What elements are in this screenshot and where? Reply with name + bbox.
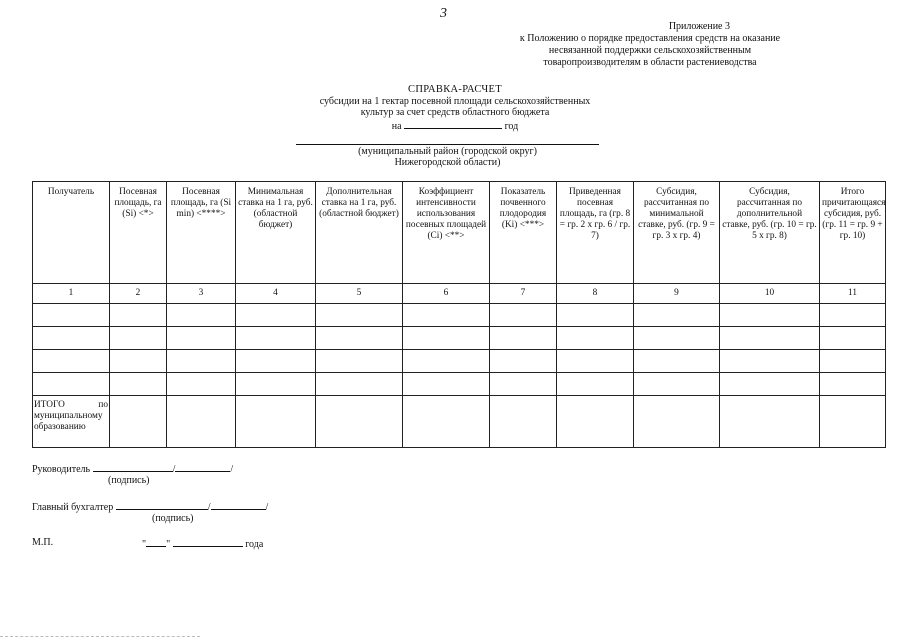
region-line-1: (муниципальный район (городской округ) — [358, 146, 537, 157]
table-cell[interactable] — [403, 327, 490, 350]
column-number: 9 — [634, 284, 720, 304]
page-edge-mark — [0, 636, 200, 637]
column-number: 5 — [316, 284, 403, 304]
head-signature-line — [32, 462, 233, 476]
table-cell[interactable] — [820, 304, 886, 327]
table-cell[interactable] — [634, 304, 720, 327]
head-name-blank[interactable] — [175, 462, 230, 472]
table-cell[interactable] — [557, 373, 634, 396]
table-cell[interactable] — [236, 327, 316, 350]
title-year-line — [260, 119, 650, 133]
table-cell[interactable] — [490, 327, 557, 350]
title-line-2: культур за счет средств областного бюджета — [360, 107, 550, 118]
title-heading: СПРАВКА-РАСЧЕТ — [408, 84, 502, 95]
table-cell[interactable] — [110, 350, 167, 373]
table-cell[interactable] — [33, 350, 110, 373]
table-cell[interactable] — [720, 350, 820, 373]
date-line — [142, 537, 263, 551]
column-header: Дополнительная ставка на 1 га, руб. (областной бюджет) — [316, 182, 403, 284]
table-cell[interactable] — [634, 396, 720, 448]
stamp-label: М.П. — [32, 537, 54, 548]
table-row — [33, 350, 886, 373]
table-row — [33, 373, 886, 396]
table-cell[interactable] — [236, 304, 316, 327]
column-header: Приведенная посевная площадь, га (гр. 8 = гр. 2 x гр. 6 / гр. 7) — [557, 182, 634, 284]
table-cell[interactable] — [557, 327, 634, 350]
subsidy-calculation-table — [32, 181, 886, 448]
chief-accountant-signature-blank[interactable] — [116, 500, 208, 510]
slash: / — [207, 502, 211, 513]
table-cell[interactable] — [110, 327, 167, 350]
date-month-blank[interactable] — [173, 537, 243, 547]
table-cell[interactable] — [167, 396, 236, 448]
appendix-line-1: Приложение 3 — [668, 21, 730, 32]
table-header-row — [33, 182, 886, 284]
region-line-2: Нижегородской области) — [394, 157, 501, 168]
column-number: 3 — [167, 284, 236, 304]
table-row — [33, 327, 886, 350]
appendix-header — [500, 21, 800, 69]
table-cell[interactable] — [403, 373, 490, 396]
table-cell[interactable] — [236, 373, 316, 396]
slash: / — [230, 464, 234, 475]
table-cell[interactable] — [490, 350, 557, 373]
table-cell[interactable] — [403, 304, 490, 327]
total-row — [33, 396, 886, 448]
column-header: Минимальная ставка на 1 га, руб. (областной бюджет) — [236, 182, 316, 284]
table-cell[interactable] — [720, 396, 820, 448]
head-signature-caption: (подпись) — [108, 475, 150, 486]
table-cell[interactable] — [403, 396, 490, 448]
table-cell[interactable] — [167, 350, 236, 373]
column-number: 11 — [820, 284, 886, 304]
table-cell[interactable] — [820, 327, 886, 350]
appendix-line-2: к Положению о порядке предоставления средств на оказание — [519, 33, 781, 44]
table-cell[interactable] — [110, 373, 167, 396]
column-header: Посевная площадь, га (Si) <*> — [110, 182, 167, 284]
table-cell[interactable] — [167, 304, 236, 327]
table-cell[interactable] — [33, 304, 110, 327]
column-header: Коэффициент интенсивности использования посевных площадей (Ci) <**> — [403, 182, 490, 284]
table-cell[interactable] — [167, 327, 236, 350]
table-row — [33, 304, 886, 327]
table-cell[interactable] — [316, 350, 403, 373]
appendix-line-4: товаропроизводителям в области растениеводства — [543, 57, 757, 68]
total-label: ИТОГО по муниципальному образованию — [33, 396, 110, 448]
region-blank-line[interactable] — [296, 144, 599, 145]
table-cell[interactable] — [167, 373, 236, 396]
column-header: Показатель почвенного плодородия (Ki) <***> — [490, 182, 557, 284]
year-prefix: на — [391, 120, 402, 132]
date-day-blank[interactable] — [146, 537, 166, 547]
date-suffix: года — [245, 539, 264, 550]
table-cell[interactable] — [33, 373, 110, 396]
table-cell[interactable] — [110, 304, 167, 327]
table-cell[interactable] — [33, 327, 110, 350]
slash: / — [265, 502, 269, 513]
column-number: 6 — [403, 284, 490, 304]
table-cell[interactable] — [720, 304, 820, 327]
head-signature-blank[interactable] — [93, 462, 173, 472]
table-cell[interactable] — [403, 350, 490, 373]
document-title — [260, 84, 650, 132]
table-cell[interactable] — [634, 350, 720, 373]
chief-accountant-name-blank[interactable] — [211, 500, 266, 510]
table-cell[interactable] — [490, 304, 557, 327]
title-line-1: субсидии на 1 гектар посевной площади сельскохозяйственных — [319, 95, 591, 107]
year-blank[interactable] — [404, 119, 502, 129]
column-number: 8 — [557, 284, 634, 304]
table-cell[interactable] — [490, 396, 557, 448]
table-cell[interactable] — [720, 327, 820, 350]
column-number: 2 — [110, 284, 167, 304]
slash: / — [172, 464, 176, 475]
table-cell[interactable] — [820, 373, 886, 396]
table-cell[interactable] — [557, 304, 634, 327]
table-cell[interactable] — [634, 327, 720, 350]
year-suffix: год — [504, 120, 519, 132]
column-number: 10 — [720, 284, 820, 304]
column-number-row — [33, 284, 886, 304]
chief-accountant-signature-caption: (подпись) — [152, 513, 194, 524]
date-quote-open: " — [142, 539, 147, 550]
column-number: 4 — [236, 284, 316, 304]
table-cell[interactable] — [236, 350, 316, 373]
appendix-line-3: несвязанной поддержки сельскохозяйственным — [548, 45, 752, 56]
table-cell[interactable] — [820, 396, 886, 448]
table-cell[interactable] — [236, 396, 316, 448]
table-cell[interactable] — [557, 396, 634, 448]
table-cell[interactable] — [490, 373, 557, 396]
column-header: Посевная площадь, га (Si min) <****> — [167, 182, 236, 284]
table-cell[interactable] — [820, 350, 886, 373]
column-header: Субсидия, рассчитанная по дополнительной ставке, руб. (гр. 10 = гр. 5 x гр. 8) — [720, 182, 820, 284]
table-cell[interactable] — [316, 304, 403, 327]
column-number: 7 — [490, 284, 557, 304]
table-cell[interactable] — [720, 373, 820, 396]
chief-accountant-label: Главный бухгалтер — [32, 502, 114, 513]
column-number: 1 — [33, 284, 110, 304]
head-label: Руководитель — [32, 464, 91, 475]
chief-accountant-signature-line — [32, 500, 268, 514]
table-cell[interactable] — [557, 350, 634, 373]
column-header: Субсидия, рассчитанная по минимальной ставке, руб. (гр. 9 = гр. 3 x гр. 4) — [634, 182, 720, 284]
table-cell[interactable] — [316, 396, 403, 448]
column-header: Итого причитающаяся субсидия, руб. (гр. 11 = гр. 9 + гр. 10) — [820, 182, 886, 284]
table-cell[interactable] — [316, 327, 403, 350]
page-number: 3 — [440, 6, 447, 21]
region-caption — [296, 146, 599, 168]
table-cell[interactable] — [110, 396, 167, 448]
table-cell[interactable] — [316, 373, 403, 396]
column-header: Получатель — [33, 182, 110, 284]
table-cell[interactable] — [634, 373, 720, 396]
date-quote-close: " — [166, 539, 171, 550]
